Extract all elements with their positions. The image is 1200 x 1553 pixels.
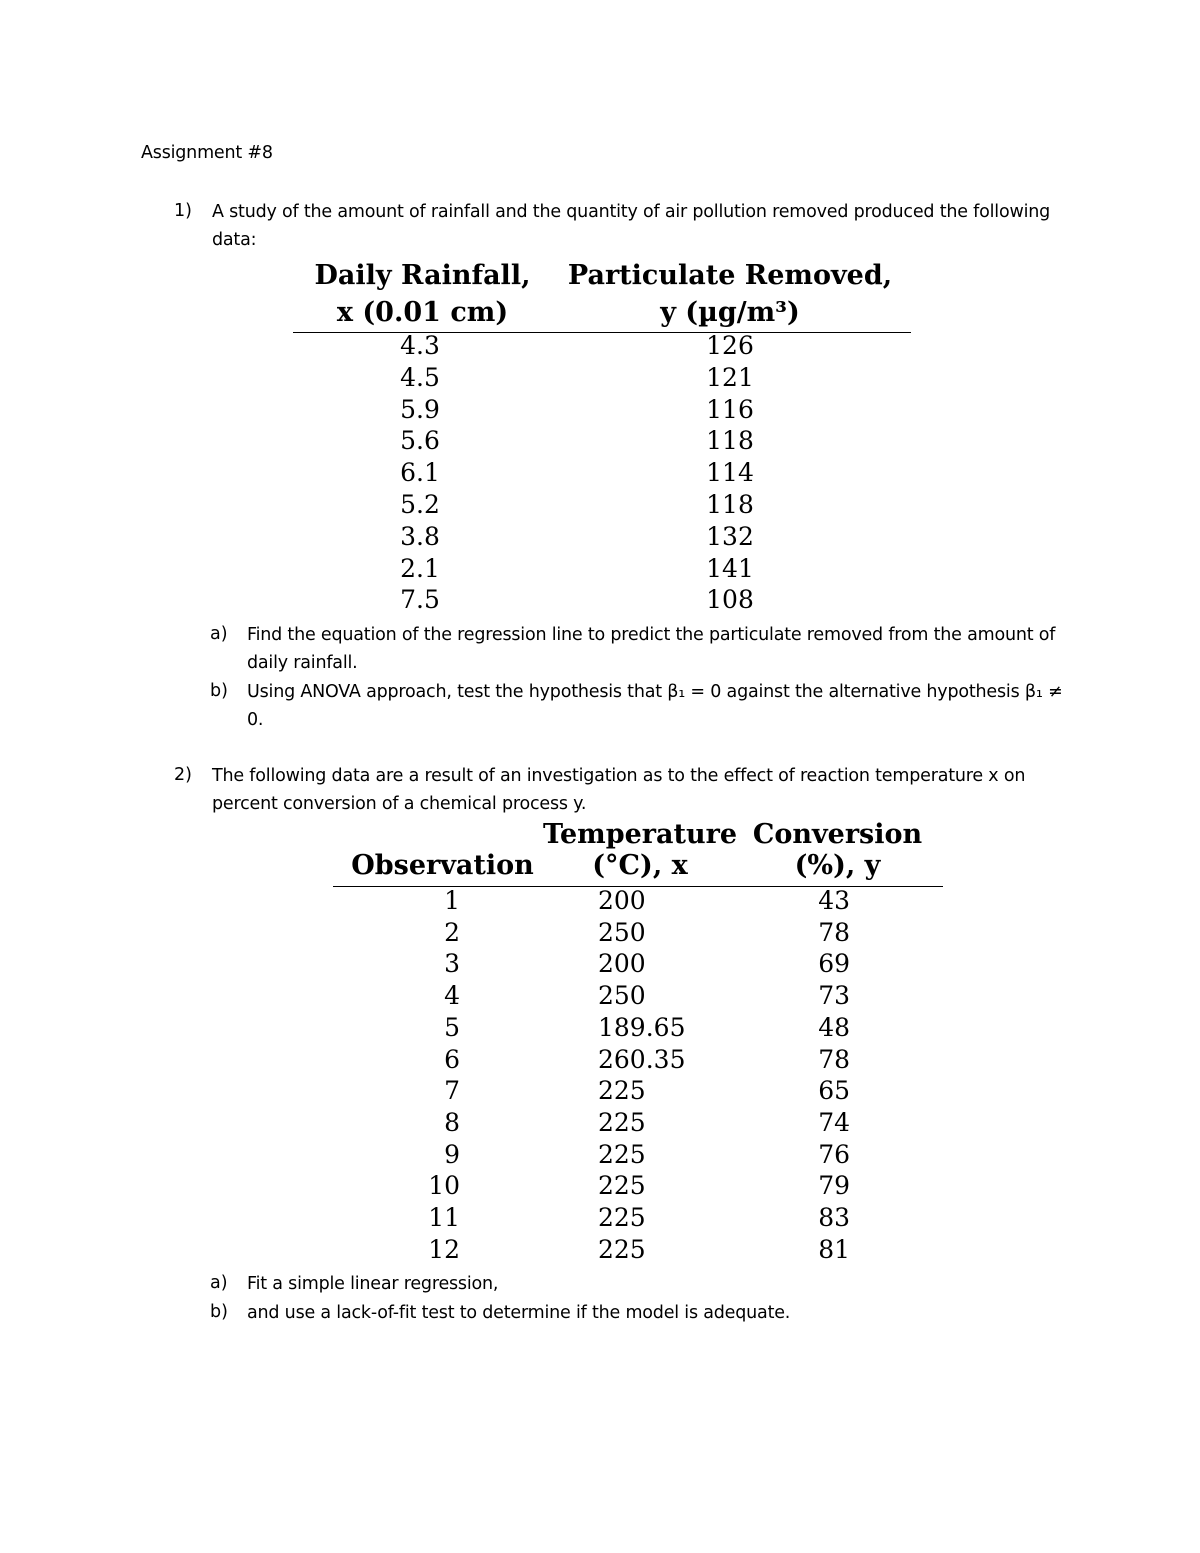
document-title: Assignment #8: [141, 143, 273, 163]
particulate-y-cell: 108: [706, 585, 754, 615]
temperature-cell: 250: [598, 981, 646, 1011]
conversion-cell: 78: [818, 917, 850, 947]
q1-part-b-text: Using ANOVA approach, test the hypothesis that β₁ = 0 against the alternative hypothesis β₁ ≠ 0.: [247, 682, 1063, 730]
temperature-cell: 225: [598, 1203, 646, 1232]
observation-cell: 2: [444, 917, 460, 947]
rainfall-x-cell: 5.2: [400, 490, 440, 519]
temperature-header-line1: Temperature: [542, 819, 738, 850]
temperature-cell: 225: [598, 1171, 646, 1201]
conversion-cell: 76: [818, 1139, 850, 1169]
observation-cell: 5: [444, 1012, 460, 1042]
conversion-header-line1: Conversion: [752, 819, 923, 850]
conversion-header-line2: (%), y: [794, 850, 881, 881]
observation-cell: 9: [444, 1139, 460, 1169]
q2-part-b-label: b): [210, 1302, 228, 1322]
particulate-y-cell: 116: [706, 394, 754, 424]
observation-cell: 10: [428, 1171, 460, 1201]
observation-cell: 1: [444, 886, 460, 915]
observation-cell: 11: [428, 1203, 460, 1232]
particulate-y-cell: 114: [706, 458, 754, 488]
temperature-cell: 225: [598, 1107, 646, 1137]
particulate-y-cell: 132: [706, 521, 754, 551]
observation-cell: 7: [444, 1076, 460, 1106]
particulate-header-line2: y (µg/m³): [660, 297, 800, 328]
particulate-y-cell: 141: [706, 553, 754, 583]
conversion-cell: 73: [818, 981, 850, 1011]
conversion-cell: 81: [818, 1234, 850, 1264]
observation-cell: 6: [444, 1044, 460, 1074]
observation-cell: 8: [444, 1107, 460, 1137]
rainfall-x-cell: 5.9: [400, 394, 440, 424]
particulate-y-cell: 126: [706, 331, 754, 360]
conversion-cell: 83: [818, 1203, 850, 1232]
particulate-header-line1: Particulate Removed,: [567, 260, 893, 291]
question-1-number: 1): [174, 201, 192, 221]
temperature-cell: 225: [598, 1076, 646, 1106]
temperature-cell: 200: [598, 949, 646, 979]
particulate-y-cell: 118: [706, 490, 754, 519]
particulate-y-cell: 118: [706, 426, 754, 456]
q1-part-a-text: Find the equation of the regression line to predict the particulate removed from the amount of daily rainfall.: [247, 625, 1056, 673]
rainfall-x-cell: 2.1: [400, 553, 440, 583]
temperature-cell: 225: [598, 1234, 646, 1264]
conversion-cell: 43: [818, 886, 850, 915]
rainfall-x-cell: 7.5: [400, 585, 440, 615]
question-2-number: 2): [174, 765, 192, 785]
temperature-header-line2: (°C), x: [592, 850, 688, 881]
temperature-cell: 225: [598, 1139, 646, 1169]
conversion-cell: 48: [818, 1012, 850, 1042]
q2-part-a-label: a): [210, 1273, 228, 1293]
conversion-cell: 74: [818, 1107, 850, 1137]
temperature-cell: 260.35: [598, 1044, 686, 1074]
observation-cell: 4: [444, 981, 460, 1011]
temperature-cell: 200: [598, 886, 646, 915]
rainfall-x-cell: 5.6: [400, 426, 440, 456]
conversion-cell: 65: [818, 1076, 850, 1106]
rainfall-header-line2: x (0.01 cm): [336, 297, 509, 328]
rainfall-x-cell: 3.8: [400, 521, 440, 551]
q2-part-a-text: Fit a simple linear regression,: [247, 1274, 499, 1294]
observation-cell: 12: [428, 1234, 460, 1264]
particulate-y-cell: 121: [706, 362, 754, 392]
observation-header: Observation: [351, 850, 534, 881]
question-1-text: A study of the amount of rainfall and the quantity of air pollution removed produced the following data:: [212, 202, 1051, 250]
conversion-cell: 69: [818, 949, 850, 979]
conversion-cell: 79: [818, 1171, 850, 1201]
observation-cell: 3: [444, 949, 460, 979]
rainfall-header-line1: Daily Rainfall,: [314, 260, 531, 291]
rainfall-x-cell: 4.5: [400, 362, 440, 392]
q2-part-b-text: and use a lack-of-fit test to determine if the model is adequate.: [247, 1303, 791, 1323]
rainfall-x-cell: 6.1: [400, 458, 440, 488]
q1-part-b-label: b): [210, 681, 228, 701]
temperature-cell: 189.65: [598, 1012, 686, 1042]
q1-part-a-label: a): [210, 624, 228, 644]
temperature-cell: 250: [598, 917, 646, 947]
conversion-cell: 78: [818, 1044, 850, 1074]
rainfall-x-cell: 4.3: [400, 331, 440, 360]
question-2-text: The following data are a result of an investigation as to the effect of reaction temperature x on percent conversion of a chemical process y.: [212, 766, 1026, 814]
